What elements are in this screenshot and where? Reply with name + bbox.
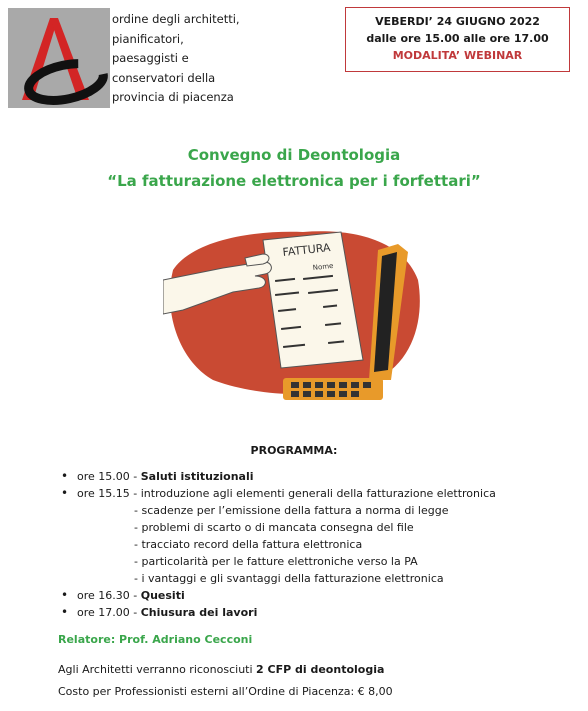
program-subitem: - tracciato record della fattura elettronica [134, 538, 363, 551]
organization-name [112, 10, 252, 108]
event-date: VEBERDI’ 24 GIUGNO 2022 [375, 15, 540, 28]
program-item: • ore 15.15 - introduzione agli elementi generali della fatturazione elettronica [77, 487, 496, 500]
invoice-sub: Nome [312, 261, 334, 272]
event-time: dalle ore 15.00 alle ore 17.00 [366, 32, 549, 45]
event-subtitle: “La fatturazione elettronica per i forfettari” [107, 172, 481, 190]
event-date-box [345, 7, 570, 72]
program-item: • ore 15.00 - Saluti istituzionali [77, 470, 254, 483]
org-line: provincia di piacenza [112, 90, 234, 104]
program-subitem: - particolarità per le fatture elettroniche verso la PA [134, 555, 418, 568]
org-line: paesaggisti e [112, 51, 189, 65]
cost-text: Costo per Professionisti esterni all’Ordine di Piacenza: € 8,00 [58, 685, 393, 698]
program-subitem: - scadenze per l’emissione della fattura a norma di legge [134, 504, 449, 517]
credits-text: Agli Architetti verranno riconosciuti 2 CFP di deontologia [58, 663, 385, 676]
order-logo [8, 8, 110, 108]
speaker: Relatore: Prof. Adriano Cecconi [58, 633, 253, 646]
org-line: pianificatori, [112, 31, 184, 46]
program-subitem: - i vantaggi e gli svantaggi della fatturazione elettronica [134, 572, 444, 585]
org-line: ordine degli architetti, [112, 12, 240, 26]
program-subitem: - problemi di scarto o di mancata consegna del file [134, 521, 414, 534]
org-line: conservatori della [112, 70, 216, 85]
event-mode: MODALITA’ WEBINAR [392, 49, 523, 62]
invoice-heading: FATTURA [281, 241, 332, 259]
event-title: Convegno di Deontologia [187, 146, 401, 164]
program-heading: PROGRAMMA: [250, 444, 338, 457]
program-item: • ore 17.00 - Chiusura dei lavori [77, 606, 257, 619]
program-item: • ore 16.30 - Quesiti [77, 589, 185, 602]
invoice-illustration [163, 210, 425, 420]
